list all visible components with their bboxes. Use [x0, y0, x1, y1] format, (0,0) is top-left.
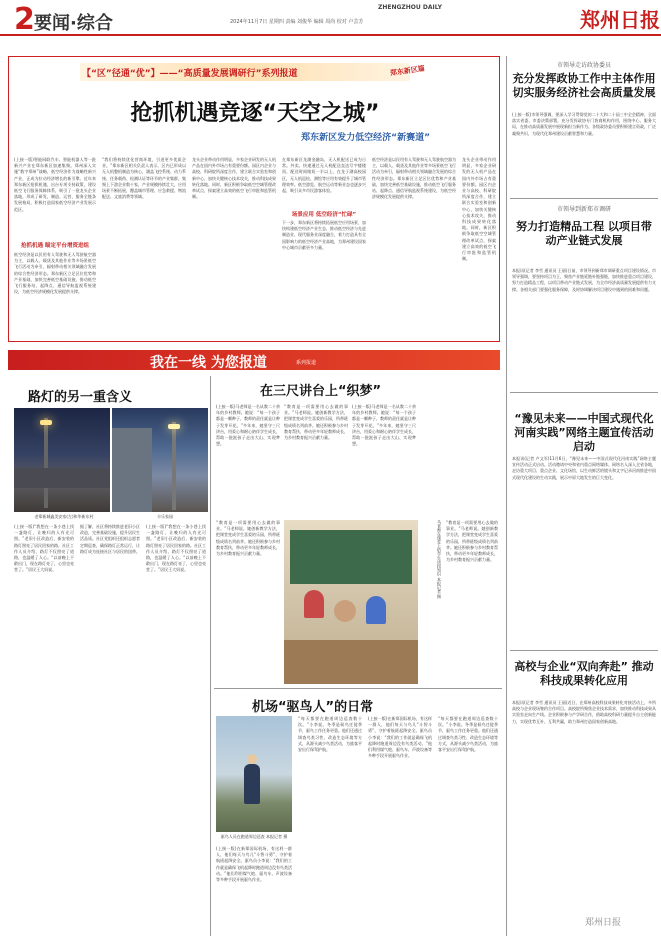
story3-title: “豫见未来——中国式现代化河南实践”网络主题宣传活动启动 — [514, 412, 654, 453]
top-story-body-3: 龙头企业带动作用明显，多家企业研发的无人机产品在国内外市场占有重要份额。园区内企业与高校、科研院所深度合作，建立联合实验室和创新中心，加快关键核心技术攻关，推动科技成果转化落地。同时，新区积极争取低空空域管理改革试点，探索建立高效的低空飞行审批和监管机制。 — [192, 157, 276, 200]
story-a-caption: 老郑新城鑫美安家(左)和华新东村 — [34, 514, 94, 519]
divider — [510, 198, 658, 199]
story2-body: 本报讯(记者 李雪 通讯员 王丽)日前，市领导到新郑市调研重点项目建设情况。市领导强调，要坚持项目为王，聚焦产业链延链补链强链，加快推进重点项目建设，努力打造精品工程，以项目带动产业链式发展，为全市经济高质量发展提供有力支撑。各相关部门要强化服务保障，及时协调解决项目建设中遇到的困难和问题。 — [512, 268, 656, 292]
page-header — [0, 0, 661, 36]
airport-photo — [216, 716, 292, 832]
top-story-body-5: 下一步，郑东新区将持续拓展低空应用场景，加快构建低空经济产业生态，推动低空经济与先进制造业、现代服务业深度融合，着力打造具有全国影响力的低空经济产业高地，为郑州建设国家中心城市贡献更多力量。 — [282, 220, 366, 250]
story-b-body-3: (上接一版)马老师是一名从教二十余年的乡村教师。她说：“每一个孩子都是一颗种子，教师的责任就是让种子发芽开花。”多年来，她坚守三尺讲台，用爱心和耐心陪伴学生成长，帮助一批批孩子走出大山、实现梦想。 — [352, 404, 416, 447]
top-story-body-2: “我们将持续优化营商环境，引进更多优质企业。”郑东新区相关负责人表示，区内已形成以无人机整机制造为核心，涵盖飞控系统、动力系统、任务载荷、检测认证等环节的产业集群，集聚上下游企业数十家，产业规模持续壮大，应用场景不断拓展，覆盖城市管理、应急救援、物流配送、文旅消费等领域。 — [102, 157, 186, 200]
story-a-title: 路灯的另一重含义 — [28, 390, 133, 405]
story1-kicker: 市领导走访政协委员 — [556, 62, 611, 69]
story-a-body-3: (上接一版)“我想在一条小巷上找一盏路灯，让晚归的人有光可照。”老旧小区改造后，新安装的路灯照亮了居民回家的路。社区工作人员介绍，路灯不仅照亮了道路，也温暖了人心。“以前晚上不敢出门，现在路灯亮了，心里也亮堂了。”居民王大妈说。 — [146, 524, 206, 573]
story-c-body-3: (上接一版)在新郑国际机场，有这样一群人，他们每天与鸟儿“斗智斗勇”，守护着航班起降安全。驱鸟员小李说：“我们的工作就是确保飞机起降时跑道周边没有鸟类活动。”他们利用煤气炮、驱鸟车、声波设备等多种手段开展驱鸟作业。 — [368, 716, 432, 759]
divider — [510, 650, 658, 651]
feature-banner-tag: 系列报道 — [296, 360, 317, 366]
series-tag: 郑东新区篇 — [389, 64, 426, 78]
story1-body: (上接一版)市领导强调，要深入学习贯彻党的二十大和二十届三中全会精神，全面落实省委、市委决策部署，充分发挥政协专门协商机构作用，围绕中心、服务大局，在推动高质量发展中展现新担当新作为。各级政协委员要积极建言资政，广泛凝聚共识，为现代化郑州建设贡献智慧和力量。 — [512, 112, 656, 136]
heading-2: 场景应用 低空经济“忙碌” — [291, 212, 357, 218]
feature-banner-text: 我在一线 为您报道 — [150, 355, 267, 371]
page-number: 2 — [14, 2, 35, 37]
top-story-lead: (上接一版)智能网联汽车、智能机器人等一批新兴产业在郑东新区加速集聚。郑州深入实施“数字郑州”战略，低空经济作为战略性新兴产业，正成为拉动经济增长的新引擎。近年来郑东新区抢抓机遇，出台专项支持政策，建设低空飞行服务保障体系，吸引了一批龙头企业落地，形成了研发、制造、运营、服务全链条发展格局，积极打造国家低空经济产业发展示范区。 — [14, 157, 96, 212]
section-name: 要闻·综合 — [34, 13, 113, 34]
story-c-body-1: (上接一版)在新郑国际机场，有这样一群人，他们每天与鸟儿“斗智斗勇”，守护着航班起降安全。驱鸟员小李说：“我们的工作就是确保飞机起降时跑道周边没有鸟类活动。”他们利用煤气炮、驱鸟车、声波设备等多种手段开展驱鸟作业。 — [216, 846, 292, 883]
story2-title: 努力打造精品工程 以项目带动产业链式发展 — [516, 220, 652, 247]
story-b-caption: 马老师在课堂上给学生讲授知识 本报记者 摄 — [437, 520, 442, 599]
divider — [510, 392, 658, 393]
top-story-body-4: 在郑东新区龙湖金融岛，无人机配送已成为日常。外卖、快递通过无人机配送直达写字楼楼顶，配送时间缩短一半以上。在龙子湖高校园区，无人机巡检、测绘等应用有效提升了城市管理效率。低空游览、航空运动等新业态也逐步兴起，吸引众多市民游客体验。 — [282, 157, 366, 194]
story-b-body-2: “教育是一项需要用心去做的事业。”马老师说。她创新教学方法，把课堂变成学生喜爱的乐园，所带班级成绩名列前茅。她还积极参与乡村教育帮扶，带动更多年轻教师成长，为乡村教育振兴贡献力量。 — [284, 404, 348, 441]
story3-body: 本报讯(记者 卢文军)11月6日，“豫见未来——中国式现代化河南实践”网络主题宣传活动正式启动。活动邀请中央和省内重点网络媒体、网络名人深入全省各地，走访重大项目、重点企业、文化场馆，以生动鲜活的镜头和文字记录河南推进中国式现代化建设的生动实践，展示中原大地发生的巨大变化。 — [512, 456, 656, 480]
story-c-title: 机场“驱鸟人”的日常 — [252, 700, 374, 715]
page-meta: 2024年11月7日 星期四 责编 刘俊华 编辑 周尚 校对 卢芸芳 — [230, 19, 364, 25]
story-b-body-5: “教育是一项需要用心去做的事业。”马老师说。她创新教学方法，把课堂变成学生喜爱的乐园，所带班级成绩名列前茅。她还积极参与乡村教育帮扶，带动更多年轻教师成长，为乡村教育振兴贡献力量。 — [446, 520, 498, 563]
watermark: 郑州日报 — [585, 918, 622, 928]
story-a-caption-2: 丰乐家园 — [157, 514, 173, 519]
street-photo-right — [112, 408, 208, 512]
story-b-body-4: “教育是一项需要用心去做的事业。”马老师说。她创新教学方法，把课堂变成学生喜爱的乐园，所带班级成绩名列前茅。她还积极参与乡村教育帮扶，带动更多年轻教师成长，为乡村教育振兴贡献力量。 — [216, 520, 280, 557]
series-banner-text: 【“区”径通“优”】——“高质量发展调研行”系列报道 — [82, 69, 298, 79]
story1-title: 充分发挥政协工作中主体作用 切实服务经济社会高质量发展 — [512, 72, 656, 99]
feature-divider — [210, 376, 211, 936]
story2-kicker: 市领导到新郑市调研 — [556, 206, 611, 213]
street-photo-left — [14, 408, 110, 512]
top-story-body-6: 低空经济是以民用有人驾驶和无人驾驶航空器为主，以载人、载货及其他作业等多场景低空飞行活动为牵引，辐射带动相关领域融合发展的综合性经济形态。郑东新区立足区位优势和产业基础，加快完善低空基础设施，推动低空飞行服务站、起降点、通信导航监视系统建设，为低空经济规模化发展提供支撑。 — [372, 157, 456, 200]
story-a-body-1: (上接一版)“我想在一条小巷上找一盏路灯，让晚归的人有光可照。”老旧小区改造后，新安装的路灯照亮了居民回家的路。社区工作人员介绍，路灯不仅照亮了道路，也温暖了人心。“以前晚上不敢出门，现在路灯亮了，心里也亮堂了。”居民王大妈说。 — [14, 524, 74, 573]
story-c-body-2: “每天都要在跑道周边巡查数十次。”小李说。冬季是候鸟迁徙季节，驱鸟工作任务更重。他们还通过调查鸟类习性、改造生态环境等方式，从源头减少鸟类活动，为旅客平安出行保驾护航。 — [298, 716, 362, 753]
masthead: ZHENGZHOU DAILY — [378, 4, 442, 11]
column-divider — [506, 56, 507, 936]
classroom-photo — [284, 520, 418, 684]
paper-logo: 郑州日报 — [580, 8, 660, 32]
top-story-body-1: 低空经济是以民用有人驾驶和无人驾驶航空器为主，以载人、载货及其他作业等多场景低空飞行活动为牵引，辐射带动相关领域融合发展的综合性经济形态。郑东新区立足区位优势和产业基础，加快完善低空基础设施，推动低空飞行服务站、起降点、通信导航监视系统建设，为低空经济规模化发展提供支撑。 — [14, 252, 96, 295]
divider — [214, 688, 502, 689]
story4-title: 高校与企业“双向奔赴” 推动科技成果转化应用 — [514, 660, 654, 687]
heading-1: 抢抓机遇 瞄定平台增资进组 — [21, 243, 89, 249]
top-story-subtitle: 郑东新区发力低空经济“新赛道” — [301, 133, 430, 143]
story4-body: 本报讯(记者 李雪 通讯员 王丽)近日，在郑州高校科技成果转化对接活动上，多所高校与企业现场签约合作项目。高校院所聚焦企业技术需求，加快推动科技成果从实验室走向生产线。企业积极参与产学研合作，借助高校科研力量提升自主创新能力，实现优势互补、互利共赢，助力郑州打造国家创新高地。 — [512, 700, 656, 724]
story-a-body-2: 据了解，社区将持续推进老旧小区改造，完善基础设施，提升居民生活品质。社区党组织还组织志愿者定期巡查，确保路灯正常运行，让路灯成为连接社区与居民的纽带。 — [80, 524, 140, 554]
story-c-body-4: “每天都要在跑道周边巡查数十次。”小李说。冬季是候鸟迁徙季节，驱鸟工作任务更重。他们还通过调查鸟类习性、改造生态环境等方式，从源头减少鸟类活动，为旅客平安出行保驾护航。 — [438, 716, 498, 753]
story-b-body-1: (上接一版)马老师是一名从教二十余年的乡村教师。她说：“每一个孩子都是一颗种子，教师的责任就是让种子发芽开花。”多年来，她坚守三尺讲台，用爱心和耐心陪伴学生成长，帮助一批批孩子走出大山、实现梦想。 — [216, 404, 280, 447]
top-story-body-7: 龙头企业带动作用明显，多家企业研发的无人机产品在国内外市场占有重要份额。园区内企业与高校、科研院所深度合作，建立联合实验室和创新中心，加快关键核心技术攻关，推动科技成果转化落地。同时，新区积极争取低空空域管理改革试点，探索建立高效的低空飞行审批和监管机制。 — [462, 157, 496, 262]
top-story-title: 抢抓机遇竞逐“天空之城” — [130, 101, 380, 126]
story-c-caption: 驱鸟人员在跑道周边巡查 本报记者 摄 — [220, 834, 288, 839]
story-b-title: 在三尺讲台上“织梦” — [260, 384, 382, 399]
